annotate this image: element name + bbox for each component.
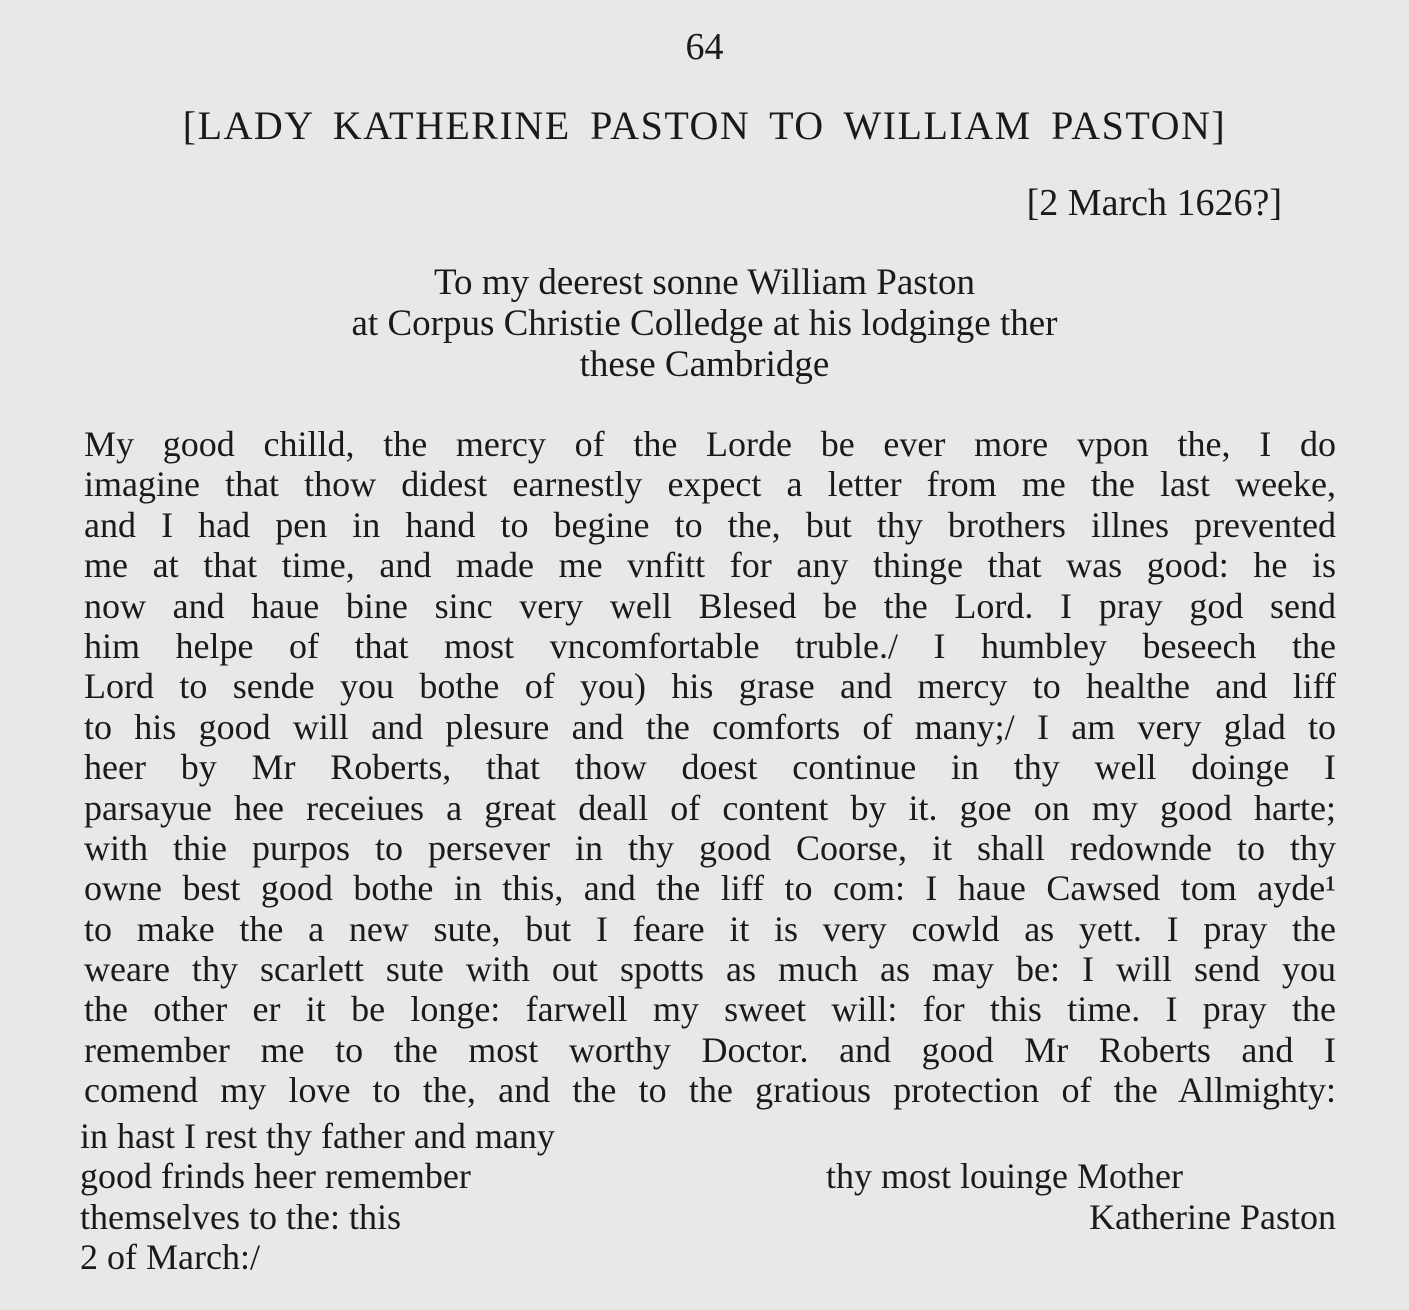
body-line-9: heer by Mr Roberts, that thow doest continue in thy well doinge I bbox=[84, 747, 1336, 788]
body-line-3: and I had pen in hand to begine to the, but thy brothers illnes prevented bbox=[84, 504, 1336, 545]
body-line-5: now and haue bine sinc very well Blesed be the Lord. I pray god send bbox=[84, 585, 1336, 626]
closing-block bbox=[80, 1116, 1336, 1278]
address-line-1: To my deerest sonne William Paston bbox=[434, 262, 975, 303]
closing-line-2: good frinds heer remember bbox=[80, 1156, 471, 1197]
address-line-3: these Cambridge bbox=[579, 344, 830, 385]
signoff: thy most louinge Mother bbox=[826, 1156, 1183, 1197]
address-line-2: at Corpus Christie Colledge at his lodginge ther bbox=[351, 303, 1058, 344]
body-line-8: to his good will and plesure and the comforts of many;/ I am very glad to bbox=[84, 706, 1336, 747]
body-line-17: comend my love to the, and the to the gratious protection of the Allmighty: bbox=[84, 1070, 1336, 1111]
closing-line-1: in hast I rest thy father and many bbox=[80, 1116, 555, 1156]
letter-date: [2 March 1626?] bbox=[1026, 182, 1282, 224]
closing-line-4: 2 of March:/ bbox=[80, 1237, 260, 1278]
letter-address bbox=[0, 262, 1409, 385]
body-line-16: remember me to the most worthy Doctor. and good Mr Roberts and I bbox=[84, 1029, 1336, 1070]
body-line-7: Lord to sende you bothe of you) his grase and mercy to healthe and liff bbox=[84, 666, 1336, 707]
closing-line-3: themselves to the: this bbox=[80, 1196, 401, 1237]
body-line-14: weare thy scarlett sute with out spotts as much as may be: I will send you bbox=[84, 949, 1336, 990]
body-line-13: to make the a new sute, but I feare it is very cowld as yett. I pray the bbox=[84, 908, 1336, 949]
body-line-4: me at that time, and made me vnfitt for any thinge that was good: he is bbox=[84, 545, 1336, 586]
body-line-11: with thie purpos to persever in thy good Coorse, it shall redownde to thy bbox=[84, 827, 1336, 868]
signature: Katherine Paston bbox=[1089, 1196, 1336, 1237]
letter-body bbox=[84, 424, 1336, 1111]
body-line-1: My good chilld, the mercy of the Lorde be ever more vpon the, I do bbox=[84, 424, 1336, 464]
body-line-12: owne best good bothe in this, and the liff to com: I haue Cawsed tom ayde¹ bbox=[84, 868, 1336, 909]
letter-heading: [LADY KATHERINE PASTON TO WILLIAM PASTON] bbox=[182, 103, 1227, 148]
page-number: 64 bbox=[685, 26, 724, 68]
body-line-15: the other er it be longe: farwell my sweet will: for this time. I pray the bbox=[84, 989, 1336, 1030]
body-line-6: him helpe of that most vncomfortable truble./ I humbley beseech the bbox=[84, 625, 1336, 666]
body-line-10: parsayue hee receiues a great deall of content by it. goe on my good harte; bbox=[84, 787, 1336, 828]
body-line-2: imagine that thow didest earnestly expect a letter from me the last weeke, bbox=[84, 464, 1336, 505]
